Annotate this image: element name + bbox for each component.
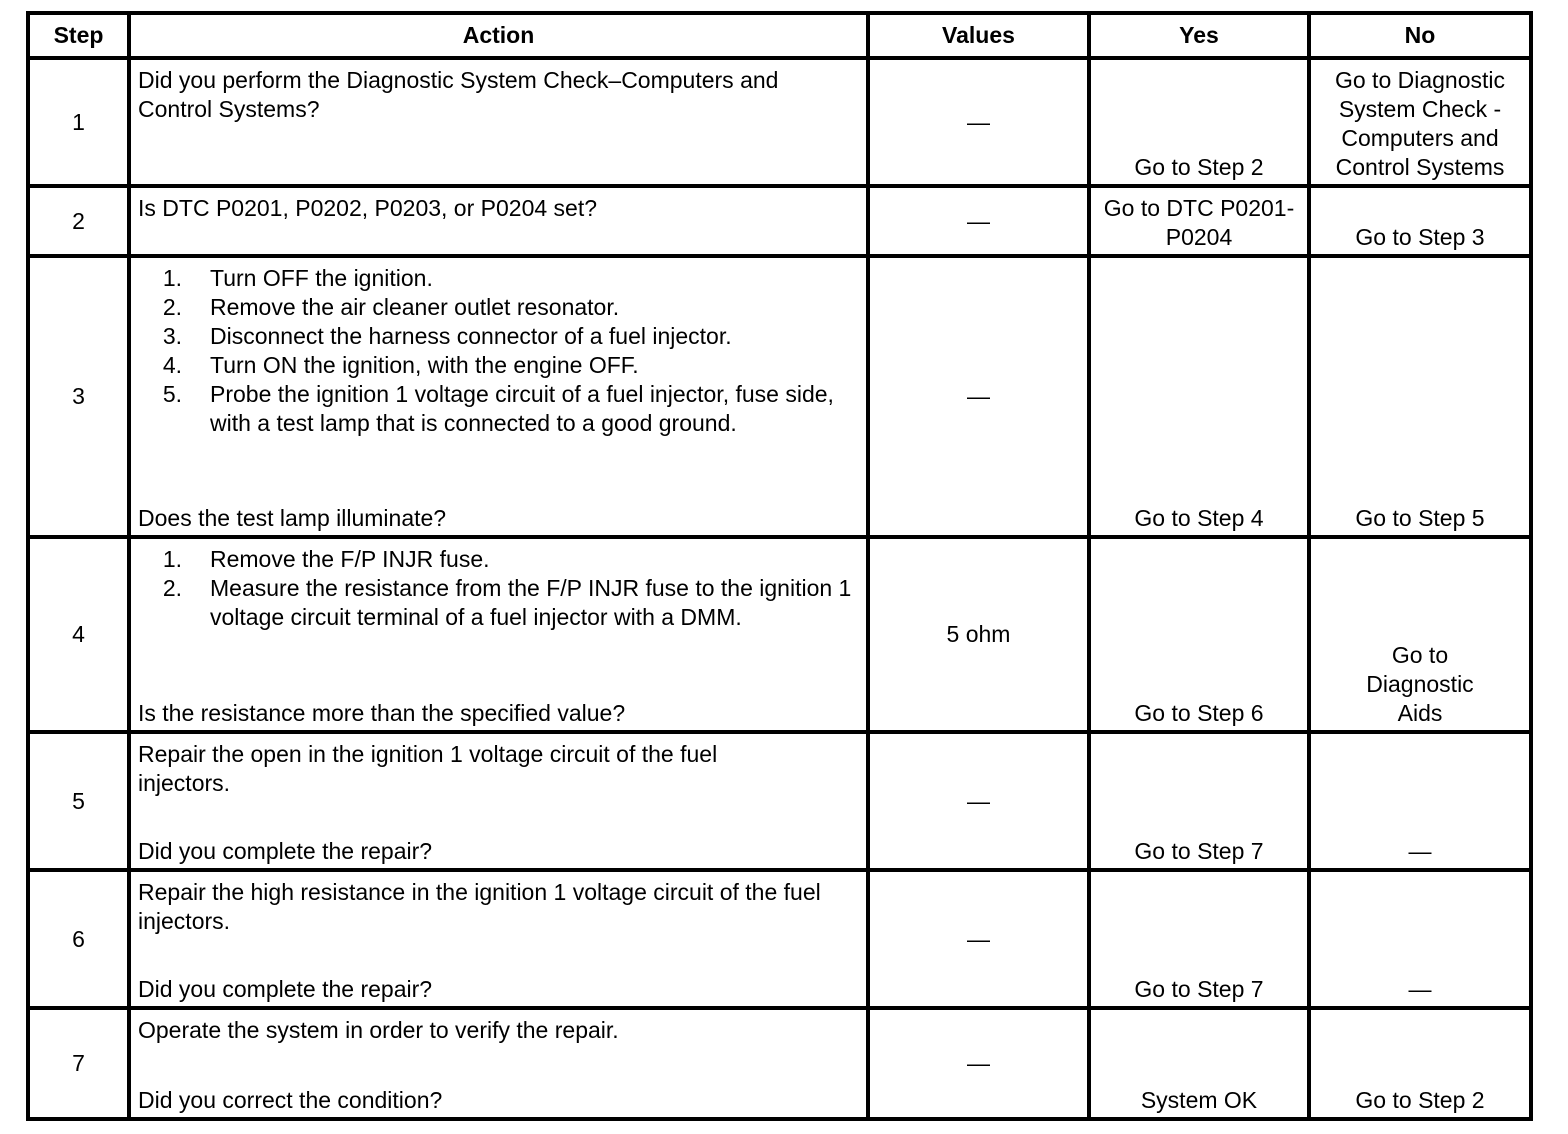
yes-cell: System OK bbox=[1089, 1008, 1309, 1119]
item-number: 1. bbox=[162, 265, 182, 291]
value-cell: — bbox=[868, 1008, 1089, 1119]
question-text: Does the test lamp illuminate? bbox=[138, 505, 447, 531]
header-row bbox=[28, 13, 1531, 58]
header-step: Step bbox=[28, 13, 129, 58]
action-cell bbox=[129, 1008, 868, 1119]
list-item bbox=[138, 574, 858, 632]
item-text: Turn OFF the ignition. bbox=[210, 265, 433, 291]
item-text: Turn ON the ignition, with the engine OFF. bbox=[210, 352, 639, 378]
yes-cell: Go to Step 2 bbox=[1089, 58, 1309, 186]
table-row bbox=[28, 186, 1531, 256]
action-cell bbox=[129, 256, 868, 537]
procedure-list bbox=[138, 545, 858, 632]
action-text: Repair the high resistance in the ignition 1 voltage circuit of the fuel injectors. bbox=[138, 879, 821, 934]
list-item bbox=[138, 322, 858, 351]
table-row bbox=[28, 1008, 1531, 1119]
step-number: 3 bbox=[28, 256, 129, 537]
no-cell: Go to Step 5 bbox=[1309, 256, 1531, 537]
step-number: 4 bbox=[28, 537, 129, 732]
item-number: 3. bbox=[162, 323, 182, 349]
item-text: Disconnect the harness connector of a fuel injector. bbox=[210, 323, 732, 349]
list-item bbox=[138, 351, 858, 380]
action-text: Is DTC P0201, P0202, P0203, or P0204 set? bbox=[138, 195, 598, 221]
action-cell bbox=[129, 870, 868, 1008]
value-cell: — bbox=[868, 256, 1089, 537]
yes-cell: Go to DTC P0201-P0204 bbox=[1089, 186, 1309, 256]
action-cell bbox=[129, 732, 868, 870]
action-text: Operate the system in order to verify the repair. bbox=[138, 1017, 619, 1043]
action-cell bbox=[129, 58, 868, 186]
question-text: Did you correct the condition? bbox=[138, 1087, 443, 1113]
table-row bbox=[28, 732, 1531, 870]
procedure-list bbox=[138, 264, 858, 438]
item-number: 4. bbox=[162, 352, 182, 378]
no-cell: — bbox=[1309, 732, 1531, 870]
step-number: 6 bbox=[28, 870, 129, 1008]
step-number: 5 bbox=[28, 732, 129, 870]
step-number: 2 bbox=[28, 186, 129, 256]
item-text: Remove the air cleaner outlet resonator. bbox=[210, 294, 620, 320]
yes-cell: Go to Step 6 bbox=[1089, 537, 1309, 732]
action-text: Repair the open in the ignition 1 voltage circuit of the fuel injectors. bbox=[138, 741, 718, 796]
value-cell: — bbox=[868, 870, 1089, 1008]
value-cell: — bbox=[868, 732, 1089, 870]
action-text: Did you perform the Diagnostic System Check–Computers and Control Systems? bbox=[138, 67, 779, 122]
list-item bbox=[138, 380, 858, 438]
header-yes: Yes bbox=[1089, 13, 1309, 58]
value-cell: — bbox=[868, 186, 1089, 256]
no-cell: — bbox=[1309, 870, 1531, 1008]
list-item bbox=[138, 545, 858, 574]
yes-cell: Go to Step 4 bbox=[1089, 256, 1309, 537]
step-number: 7 bbox=[28, 1008, 129, 1119]
action-cell bbox=[129, 537, 868, 732]
list-item bbox=[138, 293, 858, 322]
item-number: 2. bbox=[162, 575, 182, 601]
table-row bbox=[28, 256, 1531, 537]
table-row bbox=[28, 537, 1531, 732]
diagnostic-table bbox=[26, 11, 1533, 1121]
yes-cell: Go to Step 7 bbox=[1089, 870, 1309, 1008]
yes-cell: Go to Step 7 bbox=[1089, 732, 1309, 870]
no-cell: Go to Step 2 bbox=[1309, 1008, 1531, 1119]
item-text: Probe the ignition 1 voltage circuit of a fuel injector, fuse side, with a test lamp that is connected to a good ground. bbox=[210, 381, 834, 436]
value-cell: — bbox=[868, 58, 1089, 186]
header-no: No bbox=[1309, 13, 1531, 58]
step-number: 1 bbox=[28, 58, 129, 186]
question-text: Did you complete the repair? bbox=[138, 976, 433, 1002]
value-cell: 5 ohm bbox=[868, 537, 1089, 732]
header-values: Values bbox=[868, 13, 1089, 58]
no-cell: Go to Step 3 bbox=[1309, 186, 1531, 256]
item-text: Remove the F/P INJR fuse. bbox=[210, 546, 490, 572]
question-text: Is the resistance more than the specified value? bbox=[138, 700, 626, 726]
action-cell bbox=[129, 186, 868, 256]
table-row bbox=[28, 870, 1531, 1008]
item-number: 5. bbox=[162, 381, 182, 407]
list-item bbox=[138, 264, 858, 293]
no-cell: Go to Diagnostic System Check - Computers and Control Systems bbox=[1309, 58, 1531, 186]
item-number: 2. bbox=[162, 294, 182, 320]
header-action: Action bbox=[129, 13, 868, 58]
item-number: 1. bbox=[162, 546, 182, 572]
item-text: Measure the resistance from the F/P INJR fuse to the ignition 1 voltage circuit terminal of a fuel injector with a DMM. bbox=[210, 575, 852, 630]
question-text: Did you complete the repair? bbox=[138, 838, 433, 864]
table-row bbox=[28, 58, 1531, 186]
no-cell: Go to Diagnostic Aids bbox=[1309, 537, 1531, 732]
